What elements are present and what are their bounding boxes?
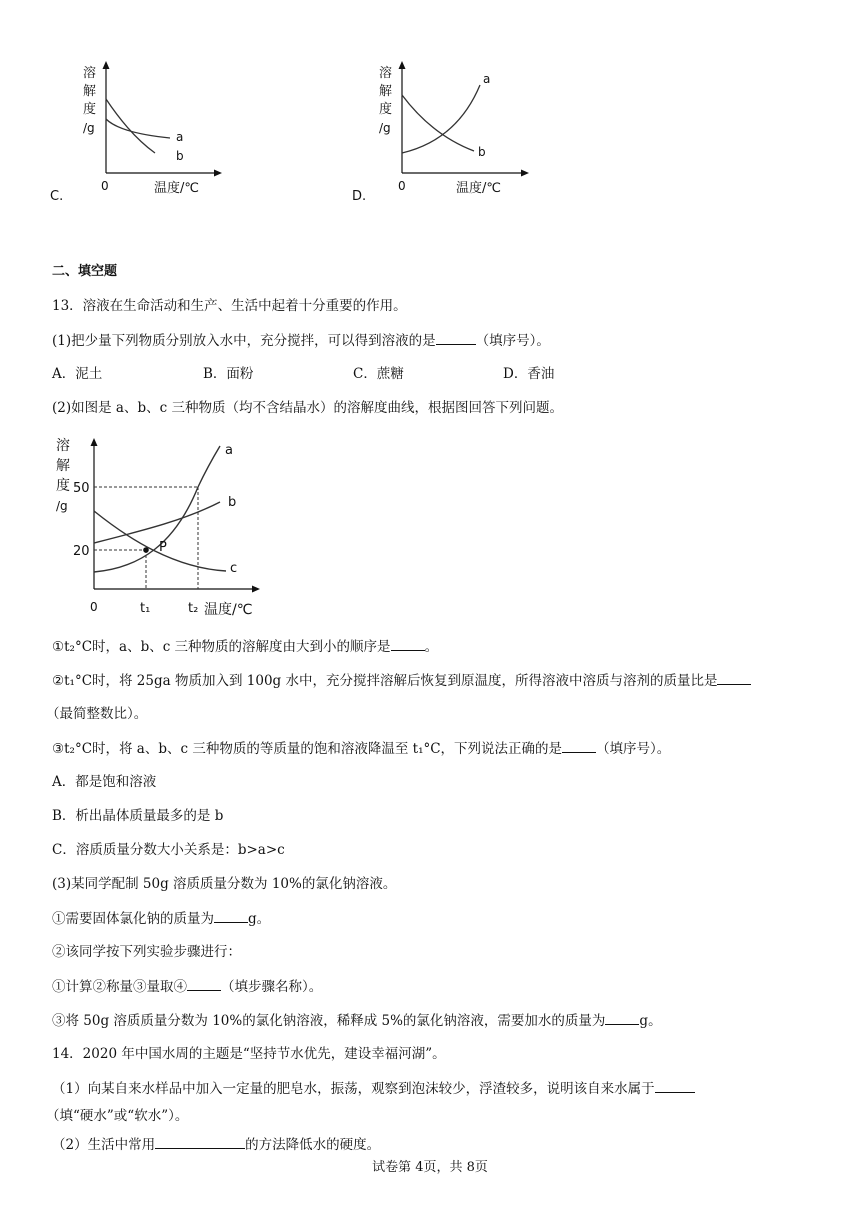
- graph-d-y-label-4: /g: [379, 121, 391, 135]
- q13-s1-blank[interactable]: [391, 636, 425, 651]
- q13-part1-option-a: A．泥土: [52, 366, 103, 382]
- chart-y-label-1: 溶: [56, 438, 70, 454]
- graph-c-y-label-2: 解: [83, 84, 97, 99]
- q13-p3-1: [52, 908, 270, 929]
- graph-d-curve-b-label: b: [478, 145, 486, 159]
- graph-c-curve-b: [106, 99, 155, 153]
- q13-p3-steps-text-after: （填步骤名称）。: [221, 979, 323, 995]
- graph-c: [50, 55, 290, 205]
- graph-d-y-label-2: 解: [379, 84, 393, 99]
- graph-c-y-label-4: /g: [83, 121, 95, 135]
- q13-p3-steps-text: ①计算②称量③量取④: [52, 979, 187, 995]
- q13-s3-text: ③t₂°C时，将 a、b、c 三种物质的等质量的饱和溶液降温至 t₁°C，下列说法正确的是: [52, 741, 563, 757]
- chart-point-p: [143, 547, 149, 553]
- graph-c-option-label: C.: [50, 189, 64, 204]
- q13-s3-blank[interactable]: [562, 738, 596, 753]
- solubility-chart: [50, 432, 270, 622]
- q13-part2-intro: (2)如图是 a、b、c 三种物质（均不含结晶水）的溶解度曲线，根据图回答下列问题。: [52, 400, 563, 416]
- graph-c-curve-a-label: a: [176, 130, 184, 144]
- q13-p3-3-blank[interactable]: [605, 1010, 639, 1025]
- graph-c-origin: 0: [101, 179, 109, 193]
- section-heading: 二、填空题: [52, 264, 118, 279]
- q13-p3-steps-blank[interactable]: [187, 976, 221, 991]
- chart-curve-a: [94, 446, 220, 572]
- q13-s1-text: ①t₂°C时，a、b、c 三种物质的溶解度由大到小的顺序是: [52, 639, 391, 655]
- graph-d-x-label: 温度/℃: [456, 181, 501, 196]
- page-footer: 试卷第 4页，共 8页: [372, 1160, 488, 1175]
- q13-part1-text-after: （填序号）。: [475, 333, 550, 349]
- q13-part1-blank[interactable]: [436, 330, 476, 345]
- q13-s3-option-c: C．溶质质量分数大小关系是：b>a>c: [52, 842, 285, 858]
- chart-curve-a-label: a: [225, 443, 233, 458]
- q13-p3-1-text-after: g。: [248, 911, 271, 927]
- q13-p3-3-text-after: g。: [639, 1013, 662, 1029]
- q13-s3: [52, 738, 670, 759]
- chart-curve-b-label: b: [228, 495, 237, 510]
- chart-y-label-4: /g: [56, 499, 68, 513]
- q13-p3-2: ②该同学按下列实验步骤进行：: [52, 944, 241, 960]
- q14-p2: [52, 1134, 380, 1155]
- q13-part3-intro: (3)某同学配制 50g 溶质质量分数为 10%的氯化钠溶液。: [52, 876, 397, 892]
- chart-y-label-3: 度: [56, 478, 70, 494]
- chart-x-label: 温度/℃: [204, 602, 253, 618]
- q13-p3-3-text: ③将 50g 溶质质量分数为 10%的氯化钠溶液，稀释成 5%的氯化钠溶液，需要加水的质量为: [52, 1013, 606, 1029]
- chart-x-tick-t1: t₁: [140, 601, 151, 616]
- q13-s1-text-after: 。: [424, 639, 439, 655]
- graph-c-x-label: 温度/℃: [154, 181, 199, 196]
- solubility-chart-svg: [50, 432, 270, 622]
- graph-c-curve-b-label: b: [176, 149, 184, 163]
- q14-p1-blank[interactable]: [655, 1078, 695, 1093]
- q13-part1-option-c: C．蔗糖: [353, 366, 404, 382]
- q14-p1-text: （1）向某自来水样品中加入一定量的肥皂水，振荡，观察到泡沫较少，浮渣较多，说明该自来水属于: [52, 1081, 655, 1097]
- q13-s2-text: ②t₁°C时，将 25ga 物质加入到 100g 水中，充分搅拌溶解后恢复到原温度，所得溶液中溶质与溶剂的质量比是: [52, 673, 718, 689]
- q14-p1-cont: （填“硬水”或“软水”）。: [46, 1108, 189, 1124]
- chart-x-tick-0: 0: [90, 600, 98, 614]
- q13-s3-option-b: B．析出晶体质量最多的是 b: [52, 808, 224, 824]
- q13-part1-option-d: D．香油: [503, 366, 555, 382]
- q14-stem: 14．2020 年中国水周的主题是“坚持节水优先，建设幸福河湖”。: [52, 1046, 446, 1062]
- q14-p1: [52, 1078, 695, 1099]
- q14-p2-text: （2）生活中常用: [52, 1137, 156, 1153]
- graph-d-curve-a: [402, 85, 480, 153]
- q13-s2-cont: （最简整数比）。: [46, 706, 148, 722]
- q13-s2: [52, 670, 751, 691]
- q13-p3-steps: [52, 976, 322, 997]
- graph-d-y-label-3: 度: [379, 102, 393, 117]
- q13-s1: [52, 636, 438, 657]
- chart-y-label-2: 解: [56, 458, 70, 474]
- q14-p2-text-after: 的方法降低水的硬度。: [245, 1137, 381, 1153]
- q14-p2-blank[interactable]: [155, 1134, 245, 1149]
- q13-part1-option-b: B．面粉: [203, 366, 254, 382]
- graph-d-origin: 0: [398, 179, 406, 193]
- q13-part1-text: (1)把少量下列物质分别放入水中，充分搅拌，可以得到溶液的是: [52, 333, 436, 349]
- q13-s3-text-after: （填序号）。: [596, 741, 671, 757]
- q13-part1: [52, 330, 550, 351]
- graph-d-curve-b: [402, 95, 474, 151]
- q13-p3-1-text: ①需要固体氯化钠的质量为: [52, 911, 214, 927]
- q13-p3-1-blank[interactable]: [214, 908, 248, 923]
- chart-y-tick-20: 20: [73, 544, 90, 559]
- graph-d-option-label: D.: [352, 189, 367, 204]
- graph-d-y-label-1: 溶: [379, 66, 393, 81]
- q13-p3-3: [52, 1010, 662, 1031]
- chart-y-tick-50: 50: [73, 481, 90, 496]
- graph-c-curve-a: [106, 119, 170, 138]
- chart-point-p-label: P: [159, 540, 167, 555]
- graph-c-y-label-1: 溶: [83, 66, 97, 81]
- chart-curve-b: [94, 502, 220, 543]
- graph-c-svg: [50, 55, 290, 205]
- graph-d-svg: [352, 55, 592, 205]
- chart-curve-c-label: c: [230, 561, 238, 576]
- q13-stem: 13．溶液在生命活动和生产、生活中起着十分重要的作用。: [52, 298, 407, 314]
- q13-s3-option-a: A．都是饱和溶液: [52, 774, 157, 790]
- graph-d-curve-a-label: a: [483, 72, 491, 86]
- q13-s2-blank[interactable]: [717, 670, 751, 685]
- graph-c-y-label-3: 度: [83, 102, 97, 117]
- chart-x-tick-t2: t₂: [188, 601, 199, 616]
- graph-d: [352, 55, 592, 205]
